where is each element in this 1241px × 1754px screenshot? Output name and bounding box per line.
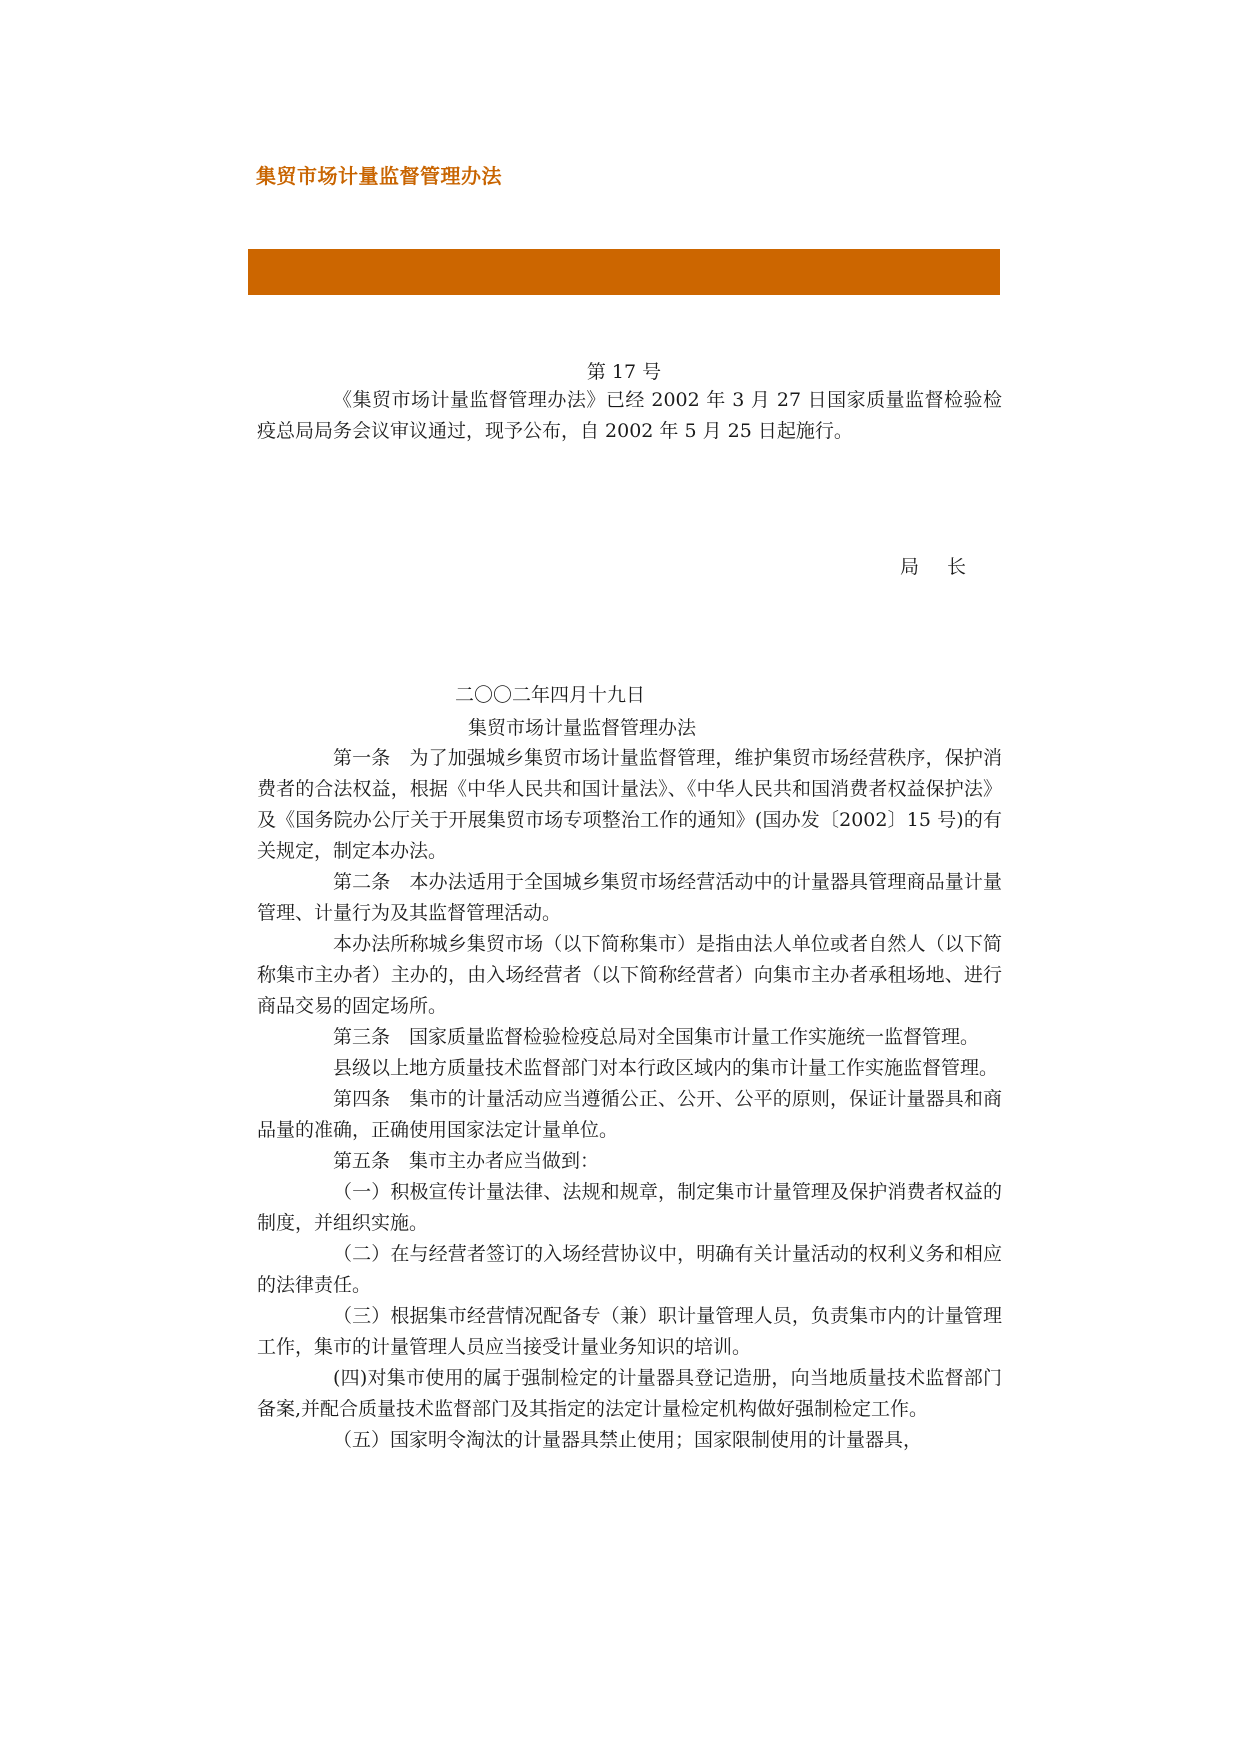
order-number: 第 17 号 [586, 361, 662, 383]
article-paragraph: 县级以上地方质量技术监督部门对本行政区域内的集市计量工作实施监督管理。 [333, 1057, 999, 1079]
article-paragraph: （二）在与经营者签订的入场经营协议中，明确有关计量活动的权利义务和相应的法律责任。 [257, 1243, 1002, 1296]
article-paragraph: 第二条 本办法适用于全国城乡集贸市场经营活动中的计量器具管理商品量计量管理、计量行为及其监督管理活动。 [257, 871, 1002, 924]
issue-date: 二〇〇二年四月十九日 [455, 684, 646, 706]
article-paragraph: 第五条 集市主办者应当做到： [333, 1150, 600, 1172]
article-paragraph: 本办法所称城乡集贸市场（以下简称集市）是指由法人单位或者自然人（以下简称集市主办者）主办的，由入场经营者（以下简称经营者）向集市主办者承租场地、进行商品交易的固定场所。 [257, 933, 1002, 1017]
article-paragraph: （一）积极宣传计量法律、法规和规章，制定集市计量管理及保护消费者权益的制度，并组织实施。 [257, 1181, 1002, 1234]
article-paragraph: 第一条 为了加强城乡集贸市场计量监督管理，维护集贸市场经营秩序，保护消费者的合法权益，根据《中华人民共和国计量法》、《中华人民共和国消费者权益保护法》及《国务院办公厅关于开展集贸市场专项整治工作的通知》(国办发〔2002〕15 号)的有关规定，制定本办法。 [257, 747, 1002, 862]
header-bar [248, 249, 1000, 295]
article-paragraph: 第三条 国家质量监督检验检疫总局对全国集市计量工作实施统一监督管理。 [333, 1026, 980, 1048]
intro-paragraph: 《集贸市场计量监督管理办法》已经 2002 年 3 月 27 日国家质量监督检验检疫总局局务会议审议通过，现予公布，自 2002 年 5 月 25 日起施行。 [257, 389, 1002, 442]
document-title: 集贸市场计量监督管理办法 [256, 164, 502, 188]
articles-section [257, 743, 1002, 1456]
law-title: 集贸市场计量监督管理办法 [468, 717, 697, 739]
article-paragraph: (四)对集市使用的属于强制检定的计量器具登记造册，向当地质量技术监督部门备案,并配合质量技术监督部门及其指定的法定计量检定机构做好强制检定工作。 [257, 1367, 1002, 1420]
article-paragraph: （三）根据集市经营情况配备专（兼）职计量管理人员，负责集市内的计量管理工作，集市的计量管理人员应当接受计量业务知识的培训。 [257, 1305, 1002, 1358]
article-paragraph: 第四条 集市的计量活动应当遵循公正、公开、公平的原则，保证计量器具和商品量的准确，正确使用国家法定计量单位。 [257, 1088, 1002, 1141]
article-paragraph: （五）国家明令淘汰的计量器具禁止使用；国家限制使用的计量器具， [333, 1429, 923, 1451]
intro-section [257, 385, 1002, 447]
signature: 局长 [900, 556, 995, 578]
